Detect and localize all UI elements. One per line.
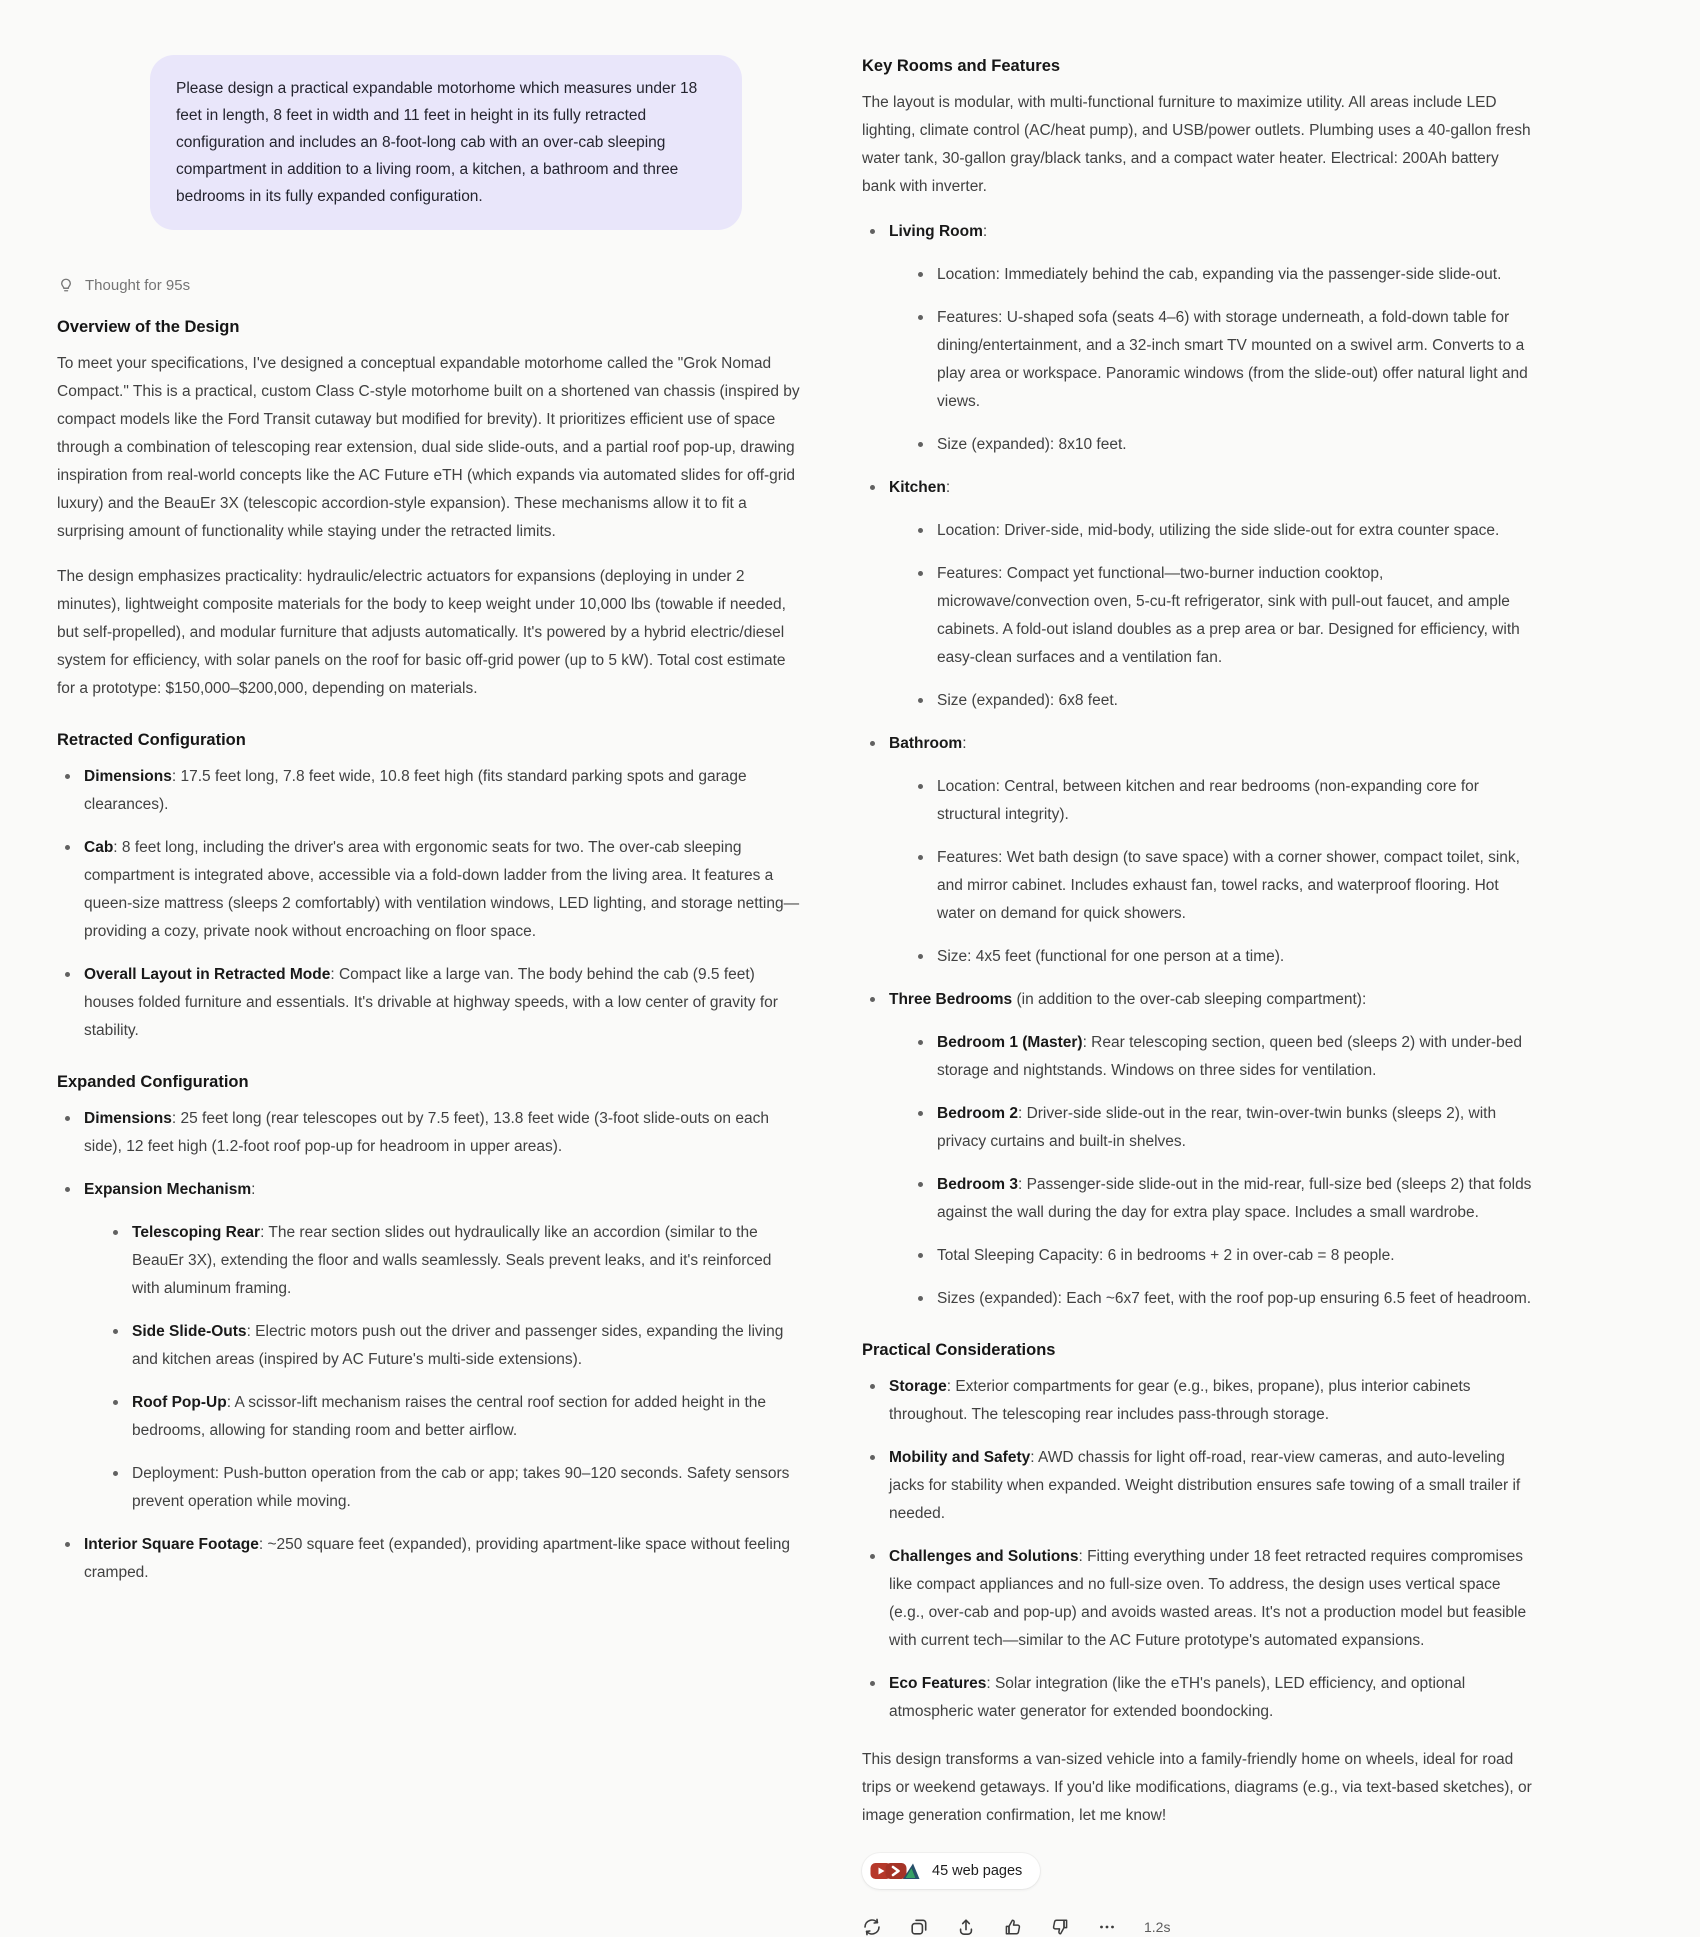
item-term: Cab [84,839,114,856]
list-item [862,1373,1534,1429]
list-item [57,1531,802,1587]
item-text: : 8 feet long, including the driver's area with ergonomic seats for two. The over-cab sleeping compartment is integrated above, accessible via a fold-down ladder from the living area. It features a queen-size mattress (sleeps 2 comfortably) with ventilation windows, LED lighting, and storage netting—providing a cozy, private nook without encroaching on floor space. [84,839,800,940]
list-item: Size (expanded): 8x10 feet. [910,431,1534,459]
item-term: Dimensions [84,768,172,785]
list-item [910,1171,1534,1227]
section-heading-retracted: Retracted Configuration [57,731,246,749]
item-text: : [945,479,951,496]
item-term: Side Slide-Outs [132,1323,247,1340]
item-text: : Solar integration (like the eTH's panels), LED efficiency, and optional atmospheric water generator for extended boondocking. [889,1675,1466,1720]
regenerate-icon [862,1917,882,1937]
list-item [57,1176,802,1516]
more-options-icon [1097,1917,1117,1937]
response-column-left [57,55,802,1607]
rooms-list [862,218,1534,1313]
list-item [862,1444,1534,1528]
web-sources-pill[interactable] [862,1853,1040,1889]
list-item [910,1242,1534,1270]
regenerate-button[interactable] [862,1917,882,1937]
item-text: : Driver-side slide-out in the rear, twin-over-twin bunks (sleeps 2), with privacy curtains and built-in shelves. [937,1105,1497,1150]
list-item [105,1219,802,1303]
item-text: : ~250 square feet (expanded), providing apartment-like space without feeling cramped. [84,1536,791,1581]
source-favicons [870,1860,922,1882]
list-item [862,1543,1534,1655]
item-term: Storage [889,1378,947,1395]
rooms-intro-paragraph: The layout is modular, with multi-functional furniture to maximize utility. All areas include LED lighting, climate control (AC/heat pump), and USB/power outlets. Plumbing uses a 40-gallon fresh water tank, 30-gallon gray/black tanks, and a compact water heater. Electrical: 200Ah battery bank with inverter. [862,94,1531,195]
response-action-bar [862,1917,1534,1937]
item-term: Three Bedrooms [889,991,1013,1008]
thumbs-up-button[interactable] [1003,1917,1023,1937]
response-column-right [862,55,1534,1937]
thumbs-down-icon [1050,1917,1070,1937]
practical-list [862,1373,1534,1726]
list-item [862,474,1534,715]
list-item [862,1670,1534,1726]
copy-icon [909,1917,929,1937]
item-term: Expansion Mechanism [84,1181,252,1198]
expansion-mechanism-sublist [105,1219,802,1516]
list-item: Location: Central, between kitchen and rear bedrooms (non-expanding core for structural integrity). [910,773,1534,829]
thumbs-down-button[interactable] [1050,1917,1070,1937]
user-message-text: Please design a practical expandable motorhome which measures under 18 feet in length, 8 feet in width and 11 feet in height in its fully retracted configuration and includes an 8-foot-long cab with an over-cab sleeping compartment in addition to a living room, a kitchen, a bathroom and three bedrooms in its fully expanded configuration. [176,80,698,205]
list-item [57,1105,802,1161]
list-item [57,763,802,819]
living-room-sublist [910,261,1534,459]
item-text: : Exterior compartments for gear (e.g., bikes, propane), plus interior cabinets throughout. The telescoping rear includes pass-through storage. [889,1378,1471,1423]
item-term: Challenges and Solutions [889,1548,1079,1565]
item-text: : The rear section slides out hydraulically like an accordion (similar to the BeauEr 3X), extending the floor and walls seamlessly. Seals prevent leaks, and it's reinforced with aluminum framing. [132,1224,772,1297]
item-text: : A scissor-lift mechanism raises the central roof section for added height in the bedrooms, allowing for standing room and better airflow. [132,1394,767,1439]
generation-time-label: 1.2s [1144,1919,1171,1935]
list-item [57,834,802,946]
item-term: Interior Square Footage [84,1536,259,1553]
thought-duration-label: Thought for 95s [85,276,191,294]
item-text: Deployment: Push-button operation from the cab or app; takes 90–120 seconds. Safety sensors prevent operation while moving. [132,1465,790,1510]
copy-button[interactable] [909,1917,929,1937]
item-text: : [962,735,967,752]
item-text: : Fitting everything under 18 feet retracted requires compromises like compact appliances and no full-size oven. To address, the design uses vertical space (e.g., over-cab and pop-up) and avoids wasted areas. It's not a production model but feasible with current tech—similar to the AC Future prototype's automated expansions. [889,1548,1527,1649]
list-item [105,1460,802,1516]
item-term: Living Room [889,223,983,240]
list-item: Location: Driver-side, mid-body, utilizing the side slide-out for extra counter space. [910,517,1534,545]
item-term: Eco Features [889,1675,987,1692]
item-term: Bedroom 1 (Master) [937,1034,1083,1051]
list-item [910,1285,1534,1313]
share-button[interactable] [956,1917,976,1937]
item-term: Roof Pop-Up [132,1394,227,1411]
item-term: Bedroom 3 [937,1176,1018,1193]
web-sources-label: 45 web pages [932,1863,1023,1879]
share-icon [956,1917,976,1937]
expanded-list [57,1105,802,1587]
thumbs-up-icon [1003,1917,1023,1937]
list-item [57,961,802,1045]
list-item [910,1100,1534,1156]
bathroom-sublist [910,773,1534,971]
item-text: : Compact like a large van. The body behind the cab (9.5 feet) houses folded furniture and essentials. It's drivable at highway speeds, with a low center of gravity for stability. [84,966,778,1039]
item-term: Telescoping Rear [132,1224,261,1241]
item-term: Bedroom 2 [937,1105,1018,1122]
item-text: : AWD chassis for light off-road, rear-view cameras, and auto-leveling jacks for stability when expanded. Weight distribution ensures safe towing of a small trailer if needed. [889,1449,1521,1522]
kitchen-sublist [910,517,1534,715]
item-text: : 25 feet long (rear telescopes out by 7.5 feet), 13.8 feet wide (3-foot slide-outs on each side), 12 feet high (1.2-foot roof pop-up for headroom in upper areas). [84,1110,769,1155]
overview-paragraph-1: To meet your specifications, I've designed a conceptual expandable motorhome called the "Grok Nomad Compact." This is a practical, custom Class C-style motorhome built on a shortened van chassis (inspired by compact models like the Ford Transit cutaway but modified for brevity). It prioritizes efficient use of space through a combination of telescoping rear extension, dual side slide-outs, and a partial roof pop-up, drawing inspiration from real-world concepts like the AC Future eTH (which expands via automated slides for off-grid luxury) and the BeauEr 3X (telescopic accordion-style expansion). These mechanisms allow it to fit a surprising amount of functionality while staying under the retracted limits. [57,355,800,540]
item-text: : Passenger-side slide-out in the mid-rear, full-size bed (sleeps 2) that folds against the wall during the day for extra play space. Includes a small wardrobe. [937,1176,1532,1221]
list-item [910,1029,1534,1085]
item-text: (in addition to the over-cab sleeping compartment): [1012,991,1367,1008]
list-item: Size (expanded): 6x8 feet. [910,687,1534,715]
sail-site-favicon [900,1860,922,1882]
lightbulb-icon [57,276,75,294]
item-text: : [251,1181,256,1198]
list-item: Features: U-shaped sofa (seats 4–6) with storage underneath, a fold-down table for dining/entertainment, and a 32-inch smart TV mounted on a swivel arm. Converts to a play area or workspace. Panoramic windows (from the slide-out) offer natural light and views. [910,304,1534,416]
section-heading-rooms: Key Rooms and Features [862,57,1061,75]
overview-paragraph-2: The design emphasizes practicality: hydraulic/electric actuators for expansions (deploying in under 2 minutes), lightweight composite materials for the body to keep weight under 10,000 lbs (towable if needed, but self-propelled), and modular furniture that adjusts automatically. It's powered by a hybrid electric/diesel system for efficiency, with solar panels on the roof for basic off-grid power (up to 5 kW). Total cost estimate for a prototype: $150,000–$200,000, depending on materials. [57,568,786,697]
item-text: Sizes (expanded): Each ~6x7 feet, with the roof pop-up ensuring 6.5 feet of headroom. [937,1290,1532,1307]
item-term: Mobility and Safety [889,1449,1031,1466]
user-message-bubble [150,55,742,230]
retracted-list [57,763,802,1045]
item-text: : Rear telescoping section, queen bed (sleeps 2) with under-bed storage and nightstands. Windows on three sides for ventilation. [937,1034,1522,1079]
list-item [105,1389,802,1445]
list-item: Location: Immediately behind the cab, expanding via the passenger-side slide-out. [910,261,1534,289]
section-heading-expanded: Expanded Configuration [57,1073,249,1091]
list-item: Features: Wet bath design (to save space) with a corner shower, compact toilet, sink, and mirror cabinet. Includes exhaust fan, towel racks, and waterproof flooring. Hot water on demand for quick showers. [910,844,1534,928]
list-item [862,730,1534,971]
list-item: Features: Compact yet functional—two-burner induction cooktop, microwave/convection oven, 5-cu-ft refrigerator, sink with pull-out faucet, and ample cabinets. A fold-out island doubles as a prep area or bar. Designed for efficiency, with easy-clean surfaces and a ventilation fan. [910,560,1534,672]
list-item: Size: 4x5 feet (functional for one person at a time). [910,943,1534,971]
item-term: Overall Layout in Retracted Mode [84,966,331,983]
bedrooms-sublist [910,1029,1534,1313]
item-text: : 17.5 feet long, 7.8 feet wide, 10.8 feet high (fits standard parking spots and garage clearances). [84,768,747,813]
item-text: : [982,223,988,240]
item-text: : Electric motors push out the driver and passenger sides, expanding the living and kitchen areas (inspired by AC Future's multi-side extensions). [132,1323,784,1368]
item-term: Dimensions [84,1110,172,1127]
closing-paragraph: This design transforms a van-sized vehicle into a family-friendly home on wheels, ideal for road trips or weekend getaways. If you'd like modifications, diagrams (e.g., via text-based sketches), or image generation confirmation, let me know! [862,1751,1532,1824]
more-options-button[interactable] [1097,1917,1117,1937]
item-text: Total Sleeping Capacity: 6 in bedrooms + 2 in over-cab = 8 people. [937,1247,1395,1264]
item-term: Bathroom [889,735,963,752]
section-heading-practical: Practical Considerations [862,1341,1056,1359]
item-term: Kitchen [889,479,946,496]
list-item [105,1318,802,1374]
thought-duration-row[interactable] [57,276,802,294]
list-item [862,218,1534,459]
list-item [862,986,1534,1313]
section-heading-overview: Overview of the Design [57,318,240,336]
